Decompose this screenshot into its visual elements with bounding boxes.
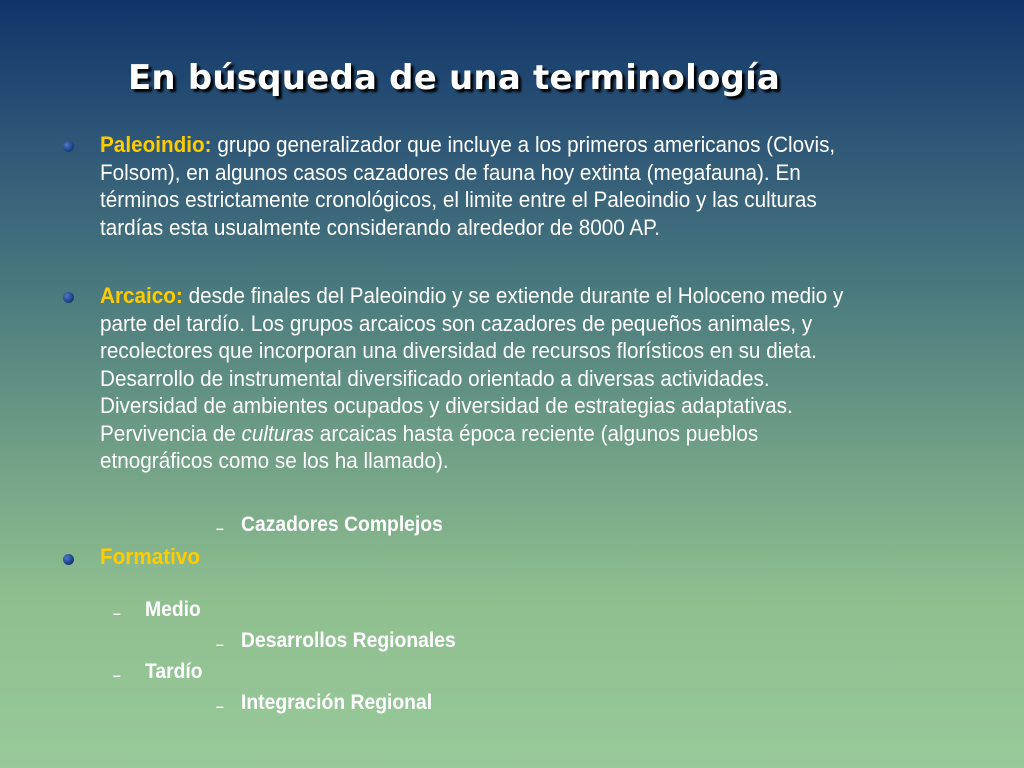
text-line: tardías esta usualmente considerando alrededor de 8000 AP. — [100, 214, 661, 240]
sub-item-desarrollos: Desarrollos Regionales — [241, 629, 456, 652]
term-paleoindio: Paleoindio: — [100, 132, 212, 157]
slide-title: En búsqueda de una terminología — [128, 58, 781, 98]
text-line: desde finales del Paleoindio y se extiende durante el Holoceno medio y — [188, 283, 844, 308]
text-italic: culturas — [241, 420, 315, 446]
sub-item-integracion: Integración Regional — [241, 691, 433, 714]
text-line: Folsom), en algunos casos cazadores de fauna hoy extinta (megafauna). En — [100, 159, 801, 185]
text-line: términos estrictamente cronológicos, el limite entre el Paleoindio y las culturas — [100, 187, 817, 212]
text-line: Diversidad de ambientes ocupados y diversidad de estrategias adaptativas. — [100, 393, 793, 418]
dash-icon: – — [216, 520, 224, 536]
text-line: Pervivencia de — [100, 420, 236, 446]
paragraph-arcaico — [100, 282, 910, 475]
dash-icon: – — [113, 667, 121, 683]
dash-icon: – — [216, 636, 224, 652]
sub-item-tardio: Tardío — [145, 660, 203, 683]
text-line: grupo generalizador que incluye a los primeros americanos (Clovis, — [217, 132, 836, 157]
sub-item-medio: Medio — [145, 598, 201, 621]
dash-icon: – — [216, 698, 224, 714]
term-arcaico: Arcaico: — [100, 283, 183, 308]
text-line: etnográficos como se los ha llamado). — [100, 448, 449, 473]
bullet-icon — [63, 554, 74, 565]
term-formativo: Formativo — [100, 544, 201, 569]
bullet-icon — [63, 141, 74, 152]
text-line: arcaicas hasta época reciente (algunos pueblos — [319, 420, 759, 446]
paragraph-paleoindio — [100, 131, 910, 241]
dash-icon: – — [113, 605, 121, 621]
text-line: parte del tardío. Los grupos arcaicos son cazadores de pequeños animales, y — [100, 310, 813, 336]
bullet-icon — [63, 292, 74, 303]
text-line: Desarrollo de instrumental diversificado orientado a diversas actividades. — [100, 365, 770, 391]
sub-item-cazadores: Cazadores Complejos — [241, 513, 443, 536]
text-line: recolectores que incorporan una diversidad de recursos florísticos en su dieta. — [100, 338, 817, 363]
